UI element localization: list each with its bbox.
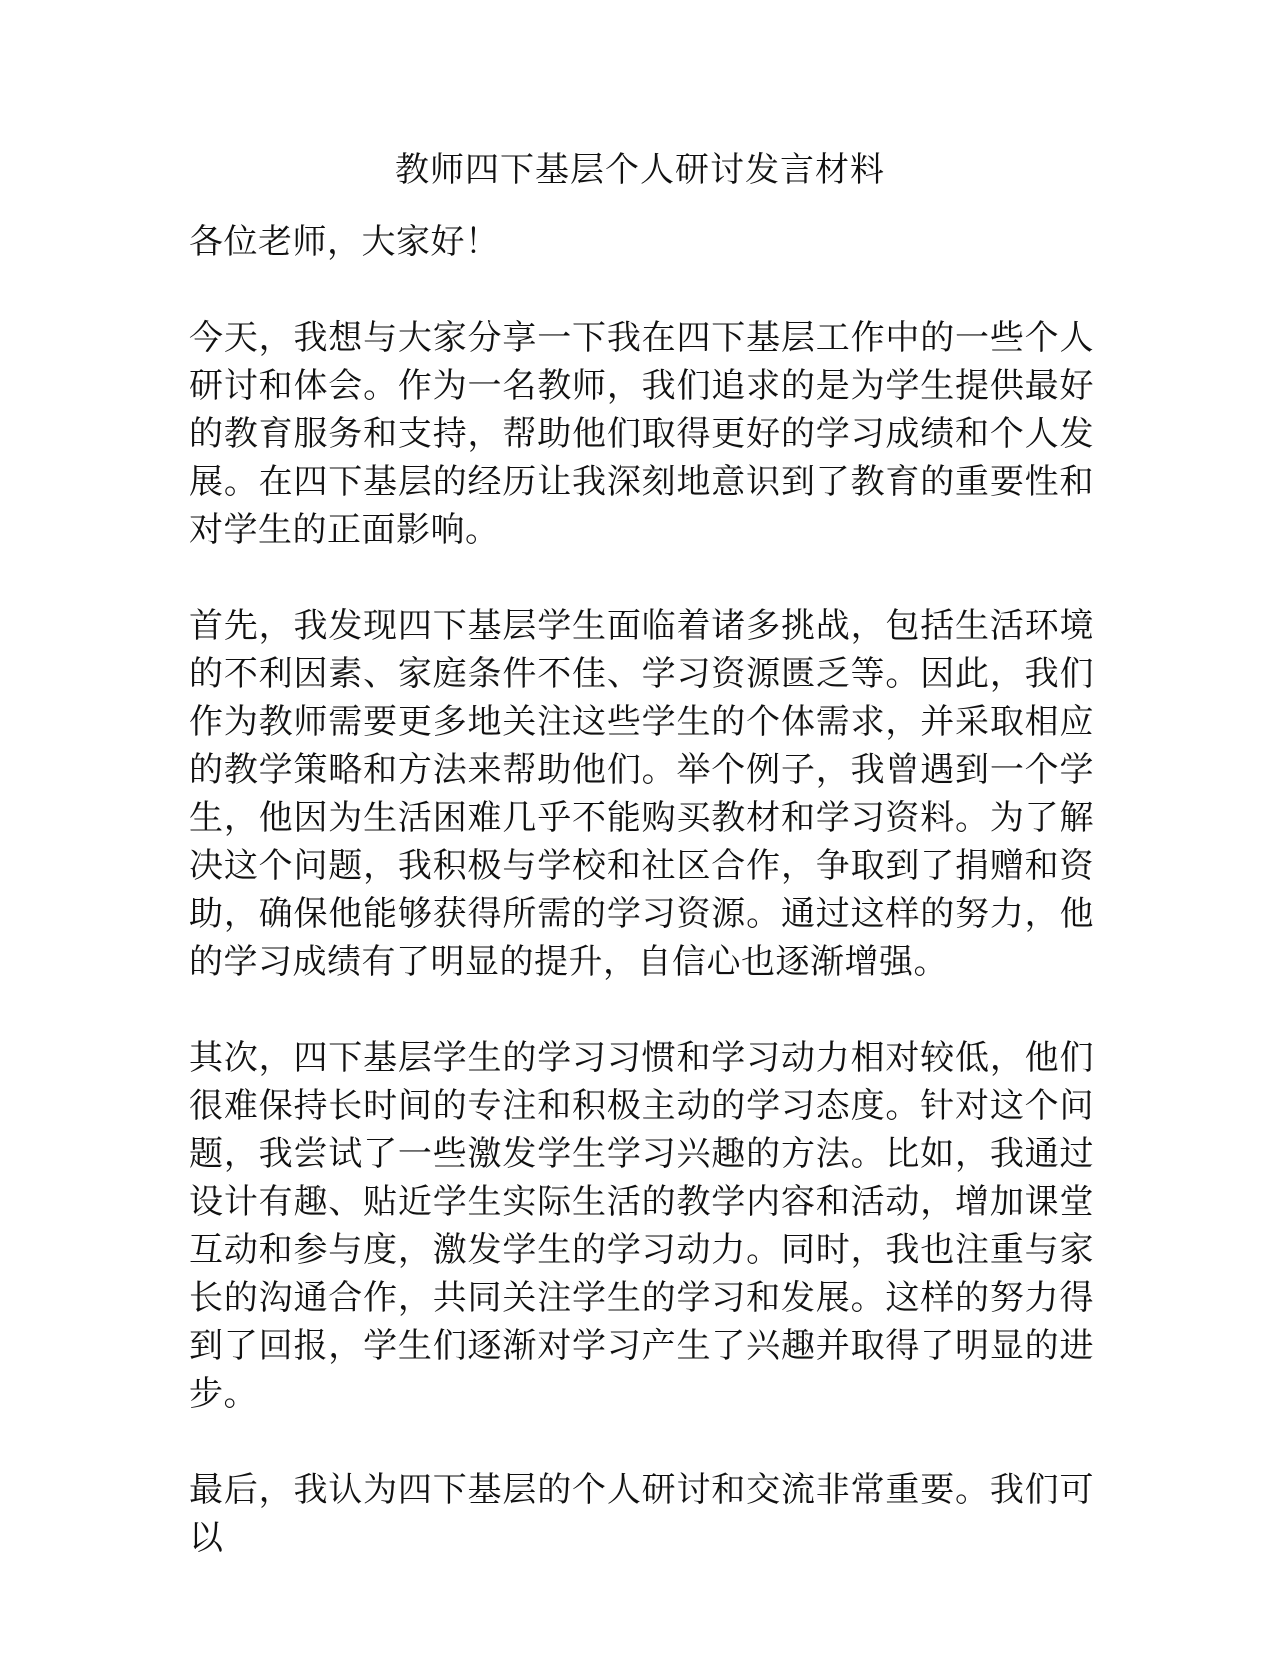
paragraph-intro: 今天，我想与大家分享一下我在四下基层工作中的一些个人研讨和体会。作为一名教师，我们追求的是为学生提供最好的教育服务和支持，帮助他们取得更好的学习成绩和个人发展。在四下基层的经历让我深刻地意识到了教育的重要性和对学生的正面影响。	[189, 318, 1094, 550]
page-title: 教师四下基层个人研讨发言材料	[395, 150, 885, 190]
paragraph-second: 其次，四下基层学生的学习习惯和学习动力相对较低，他们很难保持长时间的专注和积极主动的学习态度。针对这个问题，我尝试了一些激发学生学习兴趣的方法。比如，我通过设计有趣、贴近学生实际生活的教学内容和活动，增加课堂互动和参与度，激发学生的学习动力。同时，我也注重与家长的沟通合作，共同关注学生的学习和发展。这样的努力得到了回报，学生们逐渐对学习产生了兴趣并取得了明显的进步。	[189, 1038, 1094, 1414]
paragraph-first: 首先，我发现四下基层学生面临着诸多挑战，包括生活环境的不利因素、家庭条件不佳、学习资源匮乏等。因此，我们作为教师需要更多地关注这些学生的个体需求，并采取相应的教学策略和方法来帮助他们。举个例子，我曾遇到一个学生，他因为生活困难几乎不能购买教材和学习资料。为了解决这个问题，我积极与学校和社区合作，争取到了捐赠和资助，确保他能够获得所需的学习资源。通过这样的努力，他的学习成绩有了明显的提升，自信心也逐渐增强。	[189, 606, 1094, 982]
document-body	[189, 218, 1094, 1610]
greeting-paragraph: 各位老师，大家好！	[189, 222, 500, 262]
paragraph-last: 最后，我认为四下基层的个人研讨和交流非常重要。我们可以	[189, 1470, 1094, 1558]
